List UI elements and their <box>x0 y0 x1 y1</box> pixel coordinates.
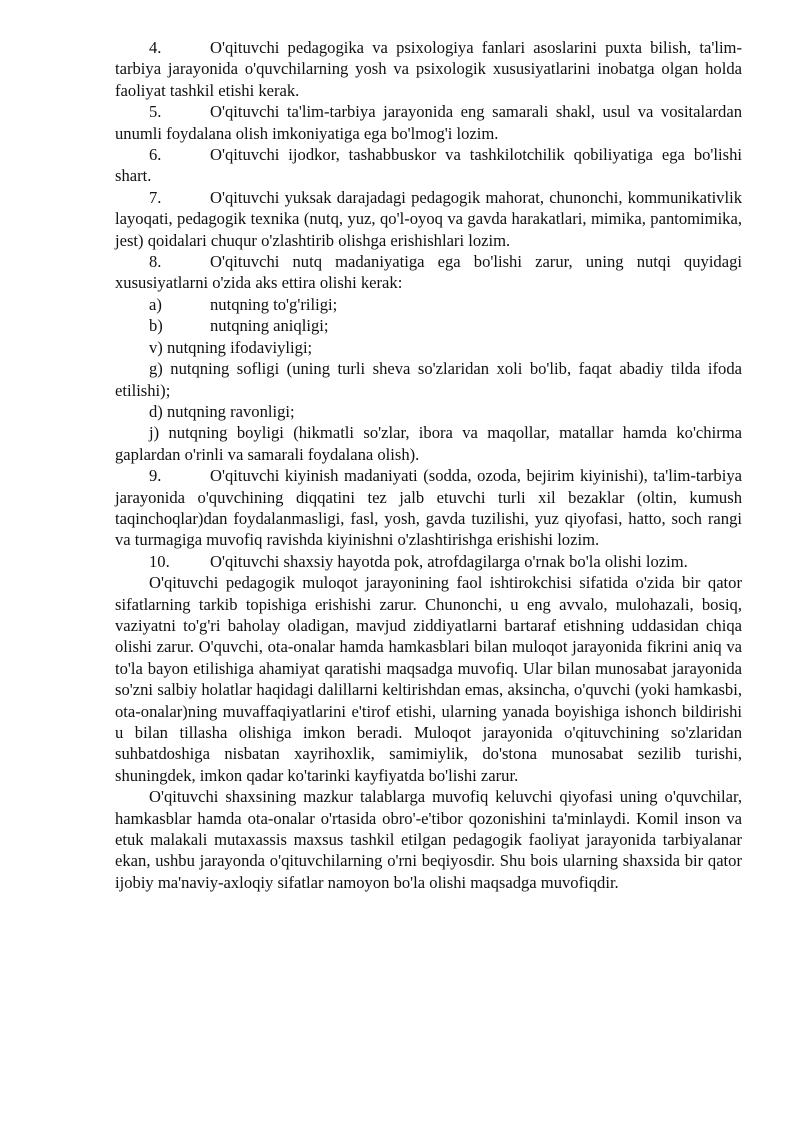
item-number: 10. <box>149 551 170 571</box>
body-paragraph-2: O'qituvchi shaxsining mazkur talablarga muvofiq keluvchi qiyofasi uning o'quvchilar, hamkasblar hamda ota-onalar o'rtasida obro'-e'tibor qozonishini ta'minlaydi. Komil inson va etuk malakali mutaxassis maxsus tashkil etilgan pedagogik faoliyat jarayonida tarbiyalanar ekan, ushbu jarayonda o'qituvchilarning o'rni beqiyosdir. Shu bois ularning shaxsida bir qator ijobiy ma'naviy-axloqiy sifatlar namoyon bo'la olishi maqsadga muvofiqdir. <box>115 787 742 892</box>
item-text: O'qituvchi nutq madaniyatiga ega bo'lishi zarur, uning nutqi quyidagi xususiyatlarni o'zida aks ettira olishi kerak: <box>115 252 742 293</box>
sub-item-b <box>115 315 742 336</box>
item-number: 6. <box>149 145 162 165</box>
item-number: 8. <box>149 252 162 272</box>
sub-item-d: d) nutqning ravonligi; <box>149 401 295 421</box>
sub-item-g: g) nutqning sofligi (uning turli sheva so'zlaridan xoli bo'lib, faqat abadiy tilda ifoda etilishi); <box>115 359 742 400</box>
item-text: O'qituvchi kiyinish madaniyati (sodda, ozoda, bejirim kiyinishi), ta'lim-tarbiya jarayonida o'quvchining diqqatini tez jalb etuvchi turli xil bezaklar (oltin, kumush taqinchoqlar)dan foydalanmasligi, fasl, yosh, gavda tuzilishi, yuz qiyofasi, hatto, soch rangi va turmagiga muvofiq ravishda kiyinishni o'zlashtirishga erishishi lozim. <box>115 466 742 550</box>
body-paragraph-1: O'qituvchi pedagogik muloqot jarayonining faol ishtirokchisi sifatida o'zida bir qator sifatlarning tarkib topishiga erishishi zarur. Chunonchi, u eng avvalo, mulohazali, bosiq, vaziyatni to'g'ri baholay oladigan, mavjud ziddiyatlarni bartaraf etishning uddasidan chiqa olishi zarur. O'quvchi, ota-onalar hamda hamkasblari bilan muloqot jarayonida fikrini aniq va to'la bayon etilishiga ahamiyat qaratishi maqsadga muvofiq. Ular bilan munosabat jarayonida so'zni salbiy holatlar haqidagi dalillarni keltirishdan emas, aksincha, o'quvchi (yoki hamkasbi, ota-onalar)ning muvaffaqiyatlarini e'tirof etishi, ularning yanada boyishiga ishonch bildirishi u bilan tillasha olishiga imkon beradi. Muloqot jarayonida o'qituvchining so'zlaridan suhbatdoshiga nisbatan xayrihoxlik, samimiylik, do'stona munosabat sezilib turishi, shuningdek, imkon qadar ko'tarinki kayfiyatda bo'lishi zarur. <box>115 573 742 785</box>
sub-item-text: nutqning to'g'riligi; <box>210 294 338 314</box>
list-item-4 <box>115 37 742 101</box>
item-number: 5. <box>149 102 162 122</box>
list-item-9 <box>115 465 742 551</box>
sub-item-v: v) nutqning ifodaviyligi; <box>149 337 313 357</box>
item-text: O'qituvchi shaxsiy hayotda pok, atrofdagilarga o'rnak bo'la olishi lozim. <box>210 551 688 571</box>
list-item-8 <box>115 251 742 294</box>
sub-item-j: j) nutqning boyligi (hikmatli so'zlar, ibora va maqollar, matallar hamda ko'chirma gaplardan o'rinli va samarali foydalana olish). <box>115 423 742 464</box>
list-item-5 <box>115 101 742 144</box>
item-text: O'qituvchi ta'lim-tarbiya jarayonida eng samarali shakl, usul va vositalardan unumli foydalana olish imkoniyatiga ega bo'lmog'i lozim. <box>115 102 742 143</box>
item-number: 7. <box>149 187 162 207</box>
item-text: O'qituvchi ijodkor, tashabbuskor va tashkilotchilik qobiliyatiga ega bo'lishi shart. <box>115 145 742 186</box>
item-text: O'qituvchi pedagogika va psixologiya fanlari asoslarini puxta bilish, ta'lim-tarbiya jarayonida o'quvchilarning yosh va psixologik xususiyatlarini inobatga olgan holda faoliyat tashkil etishi kerak. <box>115 38 742 100</box>
list-item-7 <box>115 187 742 251</box>
sub-item-letter: a) <box>149 294 162 314</box>
sub-item-letter: b) <box>149 316 163 336</box>
sub-item-text: nutqning aniqligi; <box>210 316 329 336</box>
item-text: O'qituvchi yuksak darajadagi pedagogik mahorat, chunonchi, kommunikativlik layoqati, pedagogik texnika (nutq, yuz, qo'l-oyoq va gavda harakatlari, mimika, pantomimika, jest) qoidalari chuqur o'zlashtirib olishga erishishlari lozim. <box>115 187 742 250</box>
list-item-6 <box>115 144 742 187</box>
sub-item-a <box>115 294 742 315</box>
item-number: 9. <box>149 466 162 486</box>
item-number: 4. <box>149 38 162 57</box>
list-item-10 <box>115 551 742 572</box>
